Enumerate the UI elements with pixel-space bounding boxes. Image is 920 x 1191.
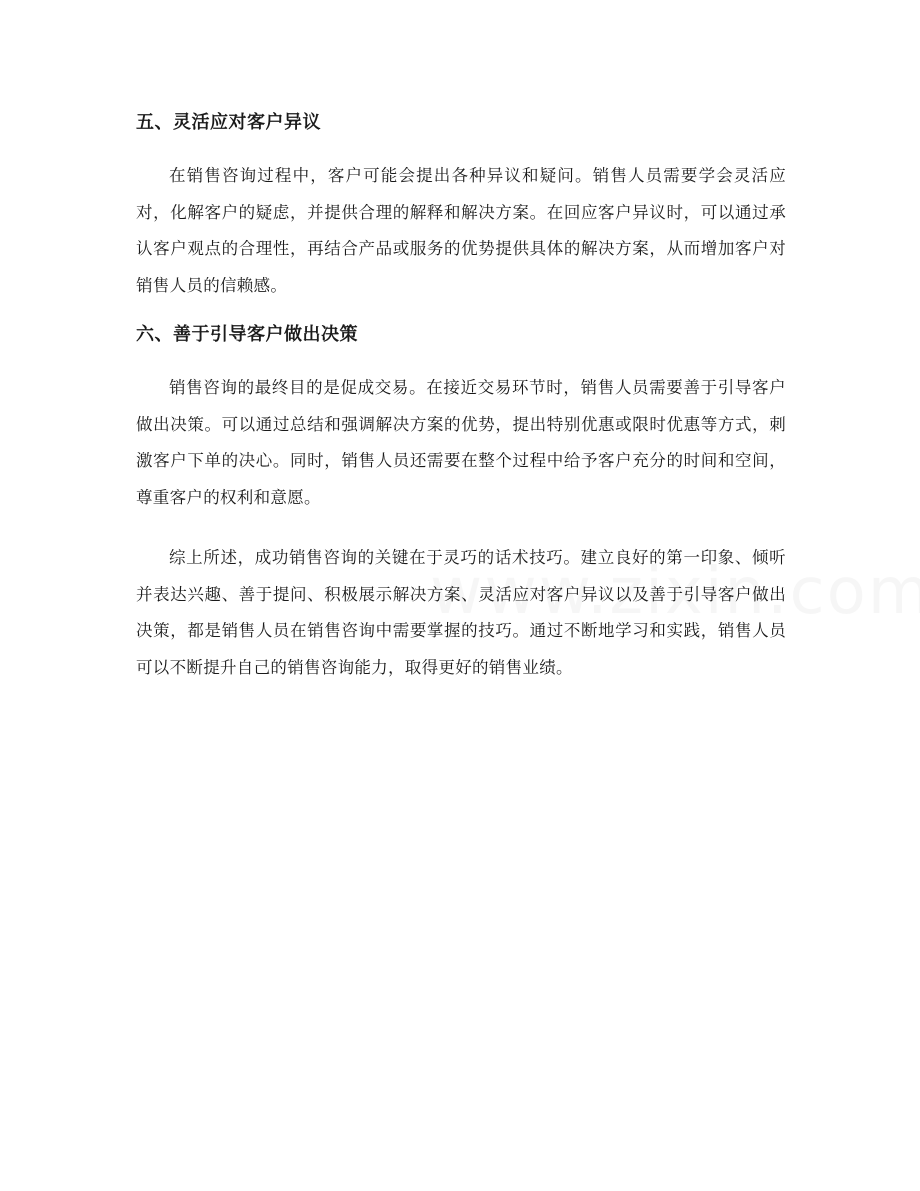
- conclusion-paragraph: 综上所述，成功销售咨询的关键在于灵巧的话术技巧。建立良好的第一印象、倾听并表达兴趣、善于提问、积极展示解决方案、灵活应对客户异议以及善于引导客户做出决策，都是销售人员在销售咨询中需要掌握的技巧。通过不断地学习和实践，销售人员可以不断提升自己的销售咨询能力，取得更好的销售业绩。: [136, 548, 786, 677]
- section-6-paragraph-1: 销售咨询的最终目的是促成交易。在接近交易环节时，销售人员需要善于引导客户做出决策。可以通过总结和强调解决方案的优势，提出特别优惠或限时优惠等方式，刺激客户下单的决心。同时，销售人员还需要在整个过程中给予客户充分的时间和空间，尊重客户的权利和意愿。: [136, 378, 786, 507]
- section-5-paragraph-1: 在销售咨询过程中，客户可能会提出各种异议和疑问。销售人员需要学会灵活应对，化解客户的疑虑，并提供合理的解释和解决方案。在回应客户异议时，可以通过承认客户观点的合理性，再结合产品或服务的优势提供具体的解决方案，从而增加客户对销售人员的信赖感。: [136, 166, 786, 295]
- document-body: [136, 108, 786, 710]
- section-heading-5: 五、灵活应对客户异议: [136, 112, 321, 133]
- section-heading-6: 六、善于引导客户做出决策: [136, 324, 358, 345]
